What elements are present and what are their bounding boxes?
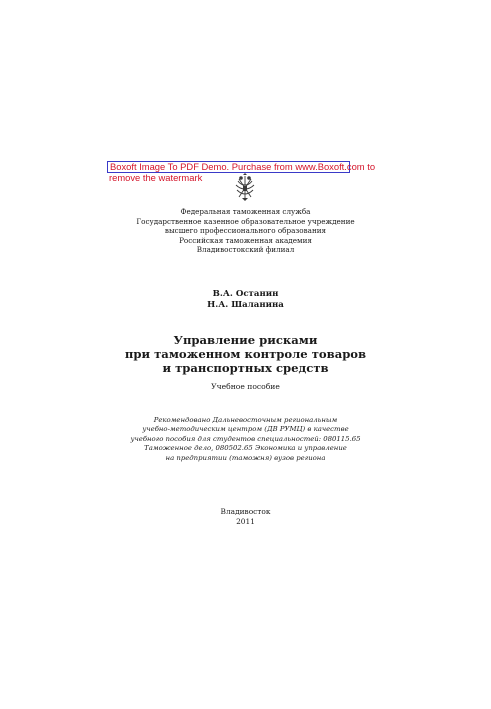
imprint-city: Владивосток [220, 507, 271, 516]
book-title [0, 333, 491, 375]
watermark-line-1: Boxoft Image To PDF Demo. Purchase from www.Boxoft.com to [110, 161, 376, 172]
customs-emblem-icon [230, 172, 260, 202]
author-name: В.А. Останин [212, 289, 279, 299]
recommendation-line: Таможенное дело, 080502.65 Экономика и управление [144, 444, 347, 453]
recommendation-line: учебного пособия для студентов специальностей: 080115.65 [130, 434, 361, 443]
organization-line: Российская таможенная академия [179, 235, 312, 245]
imprint-year: 2011 [236, 517, 255, 526]
organization-line: Государственное казенное образовательное учреждение [136, 216, 355, 226]
recommendation-line: на предприятии (таможня) вузов региона [165, 453, 326, 462]
title-line: и транспортных средств [162, 361, 329, 375]
title-line: при таможенном контроле товаров [124, 347, 367, 361]
organization-line: Владивостокский филиал [196, 245, 295, 255]
organization-block [0, 207, 491, 255]
recommendation-block [0, 416, 491, 463]
recommendation-line: Рекомендовано Дальневосточным региональным [153, 416, 338, 424]
organization-line: высшего профессионального образования [164, 226, 327, 236]
authors-block [0, 289, 491, 311]
watermark-line-2: remove the watermark [109, 172, 203, 183]
book-subtitle: Учебное пособие [211, 382, 280, 391]
organization-line: Федеральная таможенная служба [180, 207, 311, 216]
author-name: Н.А. Шаланина [207, 300, 284, 310]
recommendation-line: учебно-методическим центром (ДВ РУМЦ) в качестве [142, 425, 349, 434]
imprint-block [0, 507, 491, 527]
title-line: Управление рисками [173, 333, 318, 347]
